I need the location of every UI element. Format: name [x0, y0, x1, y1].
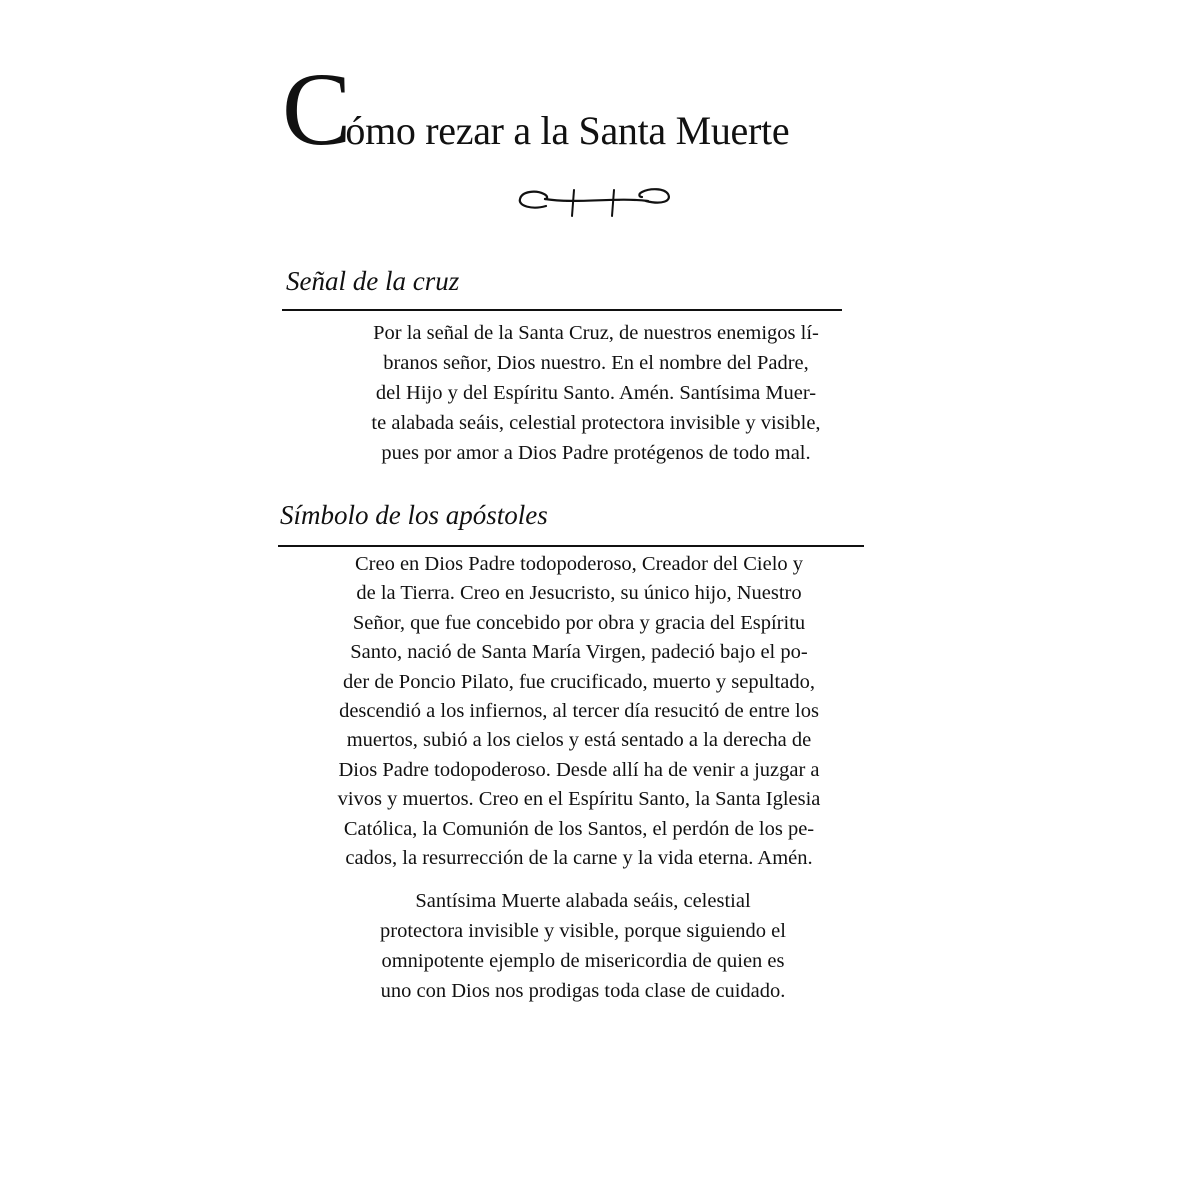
text-line: Santísima Muerte alabada seáis, celestial [415, 890, 751, 912]
prayer-senal-de-la-cruz [286, 318, 906, 468]
text-line: Dios Padre todopoderoso. Desde allí ha de venir a juzgar a [338, 758, 820, 781]
text-line: Creo en Dios Padre todopoderoso, Creador del Cielo y [354, 553, 804, 575]
section-heading-senal: Señal de la cruz [286, 266, 460, 296]
flourish-ornament-icon [516, 182, 672, 220]
title-drop-cap: C [282, 52, 346, 167]
text-line: cados, la resurrección de la carne y la vida eterna. Amén. [345, 847, 813, 870]
text-line: te alabada seáis, celestial protectora invisible y visible, [371, 412, 821, 434]
heading-rule [278, 545, 864, 547]
text-line: Católica, la Comunión de los Santos, el perdón de los pe- [343, 817, 815, 840]
prayer-simbolo-apostoles [264, 550, 894, 873]
text-line: Santo, nació de Santa María Virgen, padeció bajo el po- [350, 641, 808, 664]
section-heading-simbolo: Símbolo de los apóstoles [280, 500, 548, 530]
text-line: Por la señal de la Santa Cruz, de nuestros enemigos lí- [373, 322, 819, 344]
page-title [282, 52, 902, 167]
text-line: de la Tierra. Creo en Jesucristo, su único hijo, Nuestro [356, 582, 802, 605]
heading-rule [282, 309, 842, 311]
text-line: descendió a los infiernos, al tercer día resucitó de entre los [339, 700, 819, 723]
title-text: ómo rezar a la Santa Muerte [345, 108, 790, 153]
text-line: vivos y muertos. Creo en el Espíritu Santo, la Santa Iglesia [337, 788, 821, 811]
text-line: omnipotente ejemplo de misericordia de quien es [381, 950, 785, 972]
closing-invocation [268, 886, 898, 1006]
text-line: Señor, que fue concebido por obra y gracia del Espíritu [352, 611, 806, 634]
text-line: del Hijo y del Espíritu Santo. Amén. Santísima Muer- [375, 382, 817, 404]
text-line: protectora invisible y visible, porque siguiendo el [380, 920, 786, 942]
text-line: branos señor, Dios nuestro. En el nombre del Padre, [383, 352, 809, 374]
text-line: muertos, subió a los cielos y está sentado a la derecha de [346, 729, 812, 752]
text-line: pues por amor a Dios Padre protégenos de todo mal. [381, 442, 811, 464]
text-line: uno con Dios nos prodigas toda clase de cuidado. [380, 980, 786, 1002]
text-line: der de Poncio Pilato, fue crucificado, muerto y sepultado, [343, 670, 815, 693]
